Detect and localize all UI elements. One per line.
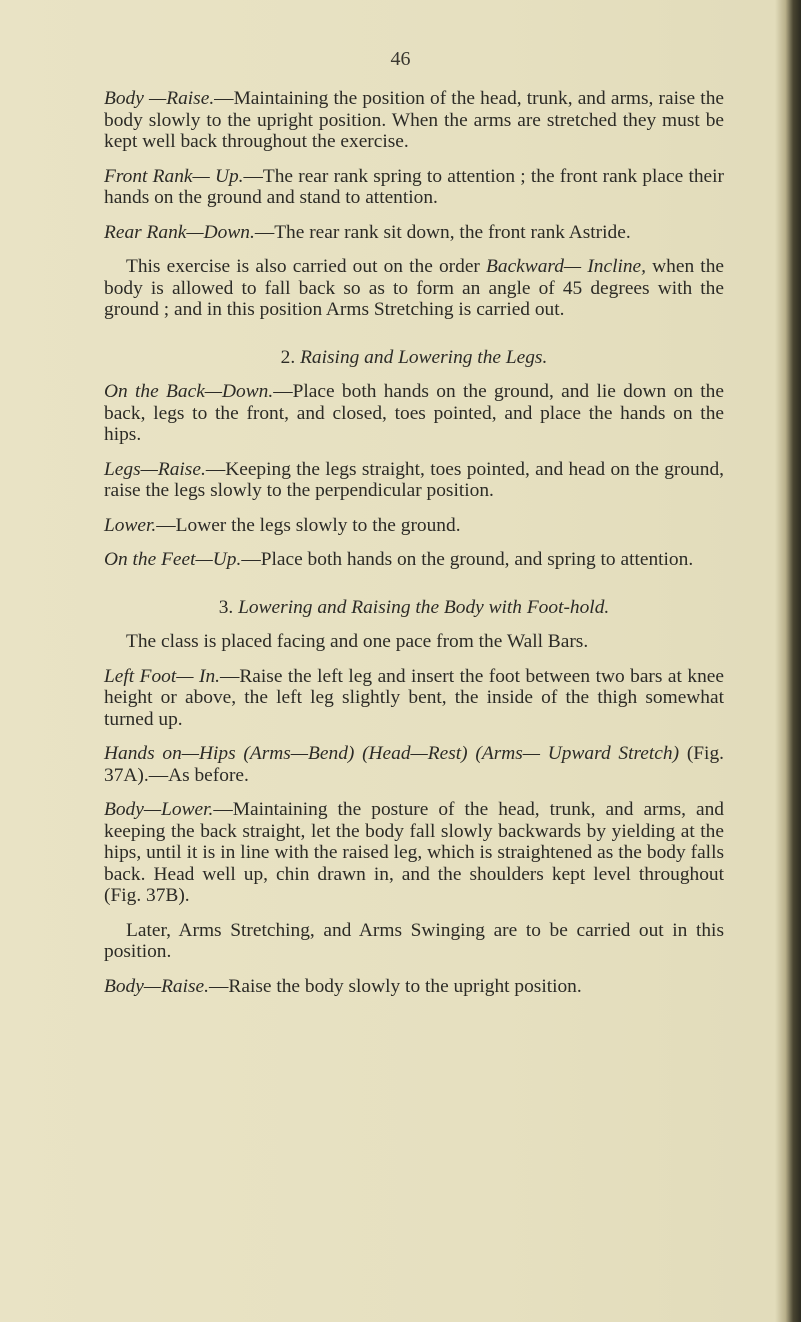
command-lead: Body—Lower.: [104, 799, 214, 820]
command-lead: Body—Raise.: [104, 975, 210, 997]
paragraph-text: —Place both hands on the ground, and spring to attention.: [241, 549, 694, 570]
command-lead: Body —Raise.: [104, 88, 215, 109]
command-lead: Left Foot— In.: [104, 665, 220, 687]
paragraph-text: when the body is allowed to fall back so as to form an angle of 45 degrees with the ground ; and in this position Arms Stretching is carried out.: [104, 256, 724, 320]
section-number: 3.: [218, 596, 234, 618]
paragraph-text: Later, Arms Stretching, and Arms Swinging are to be carried out in this position.: [104, 919, 724, 962]
paragraph-lower: [104, 515, 724, 537]
paragraph-text: —Place both hands on the ground, and lie down on the back, legs to the front, and closed, toes pointed, and place the hands on the hips.: [104, 381, 724, 445]
paragraph-text: —Raise the left leg and insert the foot between two bars at knee height or above, the left leg slightly bent, the inside of the thigh somewhat turned up.: [104, 665, 724, 730]
paragraph-front-rank-up: [104, 166, 724, 209]
paragraph-rear-rank-down: [104, 222, 724, 244]
section-heading-2: [104, 347, 724, 369]
paragraph-body-raise: [104, 88, 724, 153]
paragraph-text: This exercise is also carried out on the order: [126, 256, 487, 277]
command-lead: Lower.: [104, 514, 157, 536]
page-body: [104, 88, 724, 1010]
paragraph-later-arms: [104, 920, 724, 963]
command-lead: On the Back—Down.: [104, 381, 274, 402]
page-binding-edge: [775, 0, 801, 1322]
paragraph-body-lower: [104, 799, 724, 907]
command-lead: Hands on—Hips (Arms—Bend) (Head—Rest) (Arms— Upward Stretch): [104, 743, 680, 764]
paragraph-text: —Raise the body slowly to the upright position.: [209, 975, 582, 997]
paragraph-text: —Maintaining the posture of the head, trunk, and arms, and keeping the back straight, let the body fall slowly backwards by yielding at the hips, until it is in line with the raised leg, which is straightened as the body falls back. Head well up, chin drawn in, and the shoulders kept level throughout (Fig. 37B).: [104, 799, 724, 906]
command-lead: Legs—Raise.: [104, 458, 206, 480]
paragraph-class-placed: [104, 631, 724, 653]
paragraph-hands-on-hips: [104, 743, 724, 786]
section-title: Raising and Lowering the Legs.: [300, 346, 548, 368]
page-number: 46: [390, 48, 411, 70]
paragraph-on-the-back-down: [104, 381, 724, 446]
paragraph-on-the-feet-up: [104, 549, 724, 571]
paragraph-backward-incline: [104, 256, 724, 321]
paragraph-text: —Lower the legs slowly to the ground.: [156, 514, 461, 536]
command-lead: On the Feet—Up.: [104, 549, 242, 570]
paragraph-body-raise-final: [104, 976, 724, 998]
paragraph-text: —The rear rank spring to attention ; the front rank place their hands on the ground and stand to attention.: [104, 165, 724, 208]
command-inline: Backward— Incline,: [486, 256, 647, 277]
paragraph-text: —The rear rank sit down, the front rank Astride.: [254, 221, 631, 243]
command-lead: Rear Rank—Down.: [104, 221, 255, 243]
paragraph-text: —Maintaining the position of the head, trunk, and arms, raise the body slowly to the upright position. When the arms are stretched they must be kept well back throughout the exercise.: [104, 88, 725, 152]
section-title: Lowering and Raising the Body with Foot-hold.: [238, 596, 610, 618]
paragraph-text: The class is placed facing and one pace from the Wall Bars.: [126, 631, 589, 652]
command-lead: Front Rank— Up.: [104, 165, 244, 187]
paragraph-legs-raise: [104, 459, 724, 502]
section-number: 2.: [280, 346, 296, 368]
section-heading-3: [104, 597, 724, 619]
paragraph-text: (Fig. 37A).—As before.: [104, 743, 724, 786]
paragraph-left-foot-in: [104, 666, 724, 731]
paragraph-text: —Keeping the legs straight, toes pointed, and head on the ground, raise the legs slowly to the perpendicular position.: [104, 458, 724, 501]
